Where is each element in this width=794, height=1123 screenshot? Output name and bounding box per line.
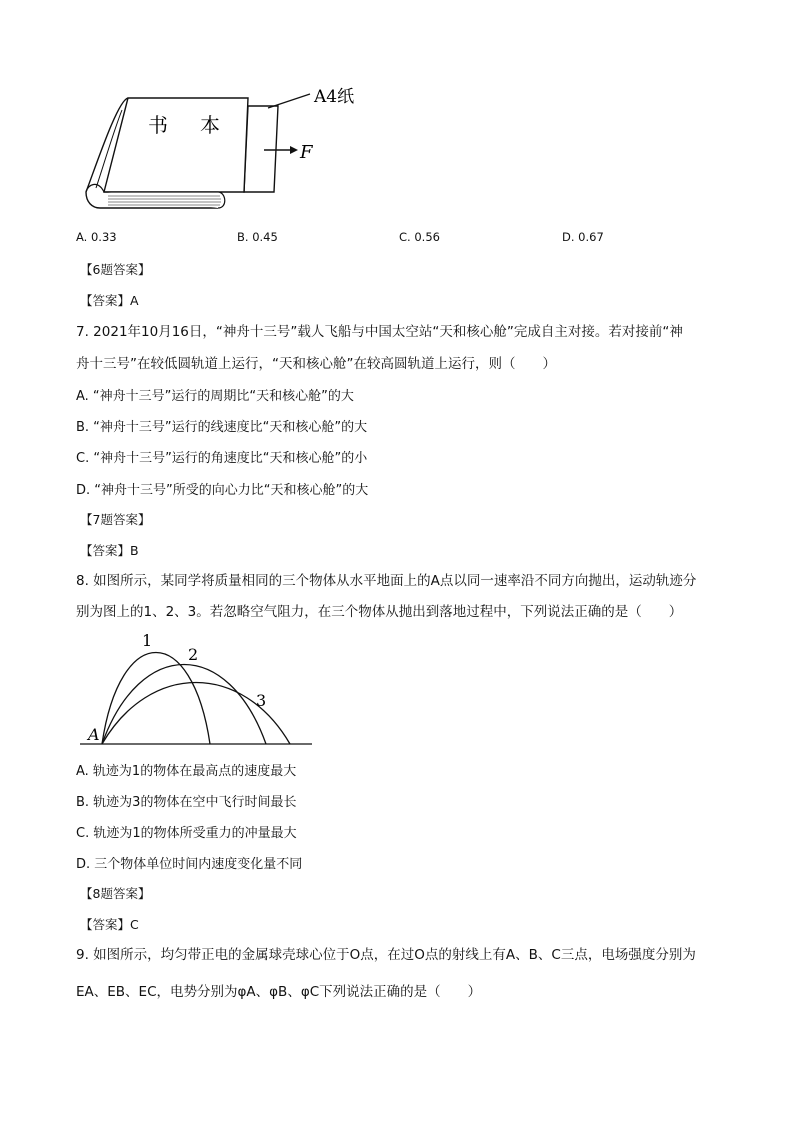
q8-trajectory-figure <box>80 628 320 748</box>
q6-option-a: A. 0.33 <box>76 230 117 244</box>
q6-option-c: C. 0.56 <box>399 230 440 244</box>
q8-point-label: A <box>88 725 100 744</box>
q8-stem-line2: 别为图上的1、2、3。若忽略空气阻力，在三个物体从抛出到落地过程中，下列说法正确的是（ ） <box>76 604 683 620</box>
q6-paper-label: A4纸 <box>314 87 355 107</box>
q6-option-b: B. 0.45 <box>237 230 278 244</box>
trajectory-2 <box>102 665 266 745</box>
q7-stem-line2: 舟十三号”在较低圆轨道上运行，“天和核心舱”在较高圆轨道上运行，则（ ） <box>76 356 556 372</box>
q9-stem-line1: 9. 如图所示，均匀带正电的金属球壳球心位于O点，在过O点的射线上有A、B、C三点，电场强度分别为 <box>76 947 696 963</box>
q6-force-label: F <box>300 142 313 163</box>
q8-answer-header: 【8题答案】 <box>80 886 151 901</box>
q7-answer: 【答案】B <box>80 543 139 558</box>
q6-book-label-1: 书 <box>148 113 168 137</box>
q6-book-label-2: 本 <box>200 113 220 137</box>
q9-stem-line2: EA、EB、EC，电势分别为φA、φB、φC下列说法正确的是（ ） <box>76 984 482 1000</box>
q6-book-figure <box>78 80 378 220</box>
q7-option-d: D. “神舟十三号”所受的向心力比“天和核心舱”的大 <box>76 483 369 498</box>
q8-option-d: D. 三个物体单位时间内速度变化量不同 <box>76 857 303 872</box>
q6-option-d: D. 0.67 <box>562 230 604 244</box>
q7-stem-line1: 7. 2021年10月16日，“神舟十三号”载人飞船与中国太空站“天和核心舱”完成自主对接。若对接前“神 <box>76 324 683 340</box>
q6-answer: 【答案】A <box>80 293 139 308</box>
q7-option-a: A. “神舟十三号”运行的周期比“天和核心舱”的大 <box>76 389 354 404</box>
q8-stem-line1: 8. 如图所示，某同学将质量相同的三个物体从水平地面上的A点以同一速率沿不同方向抛出，运动轨迹分 <box>76 573 697 589</box>
q8-option-c: C. 轨迹为1的物体所受重力的冲量最大 <box>76 826 297 841</box>
q8-label-3: 3 <box>256 691 267 710</box>
trajectory-1 <box>102 653 210 745</box>
q8-answer: 【答案】C <box>80 917 139 932</box>
q7-answer-header: 【7题答案】 <box>80 512 151 527</box>
q8-option-a: A. 轨迹为1的物体在最高点的速度最大 <box>76 764 297 779</box>
q7-option-c: C. “神舟十三号”运行的角速度比“天和核心舱”的小 <box>76 451 368 466</box>
q7-option-b: B. “神舟十三号”运行的线速度比“天和核心舱”的大 <box>76 420 368 435</box>
q8-label-1: 1 <box>142 631 153 650</box>
q8-label-2: 2 <box>188 645 199 664</box>
q6-answer-header: 【6题答案】 <box>80 262 151 277</box>
q8-option-b: B. 轨迹为3的物体在空中飞行时间最长 <box>76 795 297 810</box>
